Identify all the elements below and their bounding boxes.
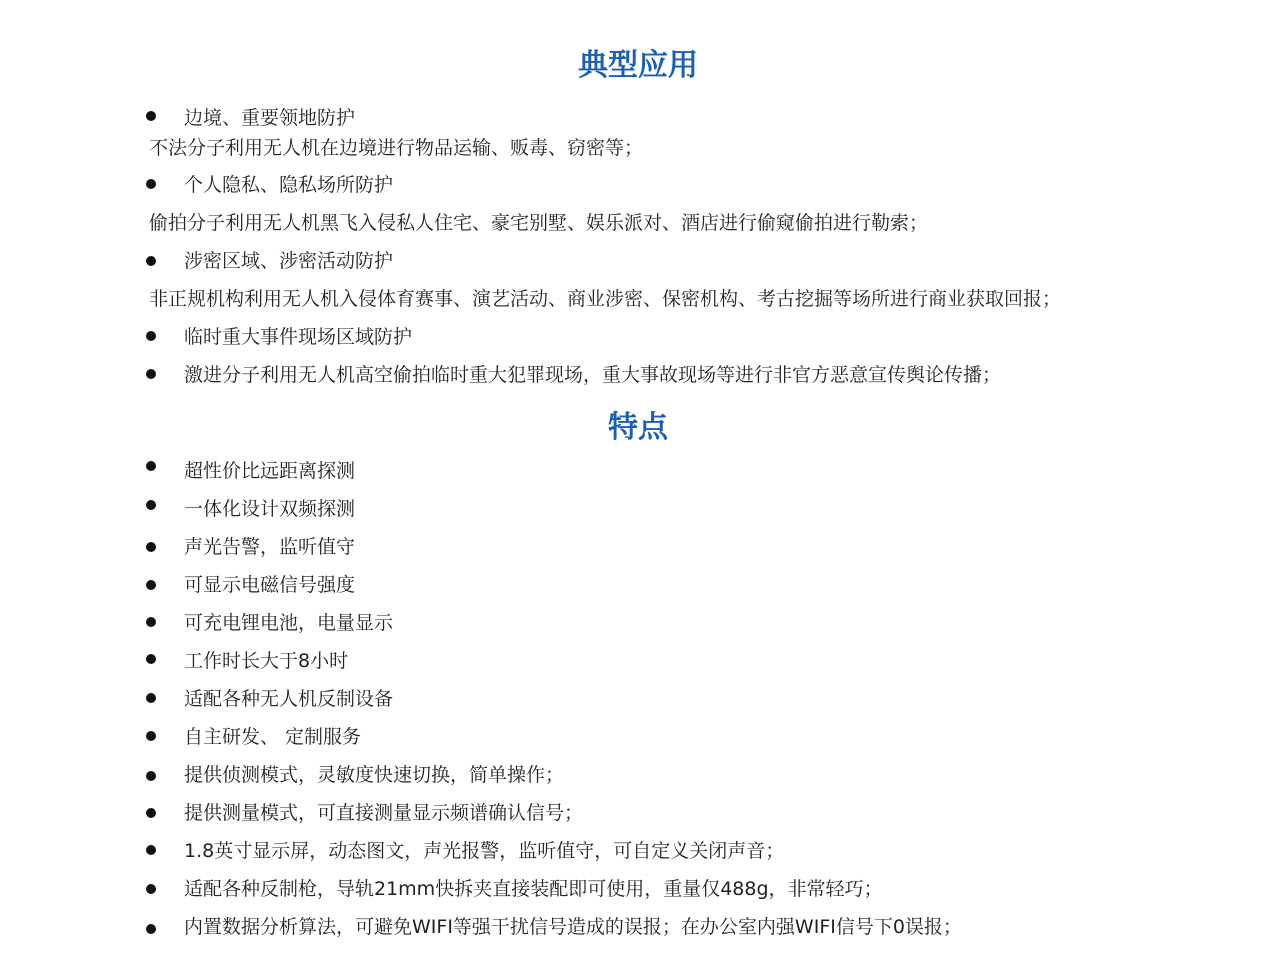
- bullet-dot: [146, 731, 156, 741]
- applications-heading: 典型应用: [578, 48, 698, 83]
- feature-item: 内置数据分析算法，可避免WIFI等强干扰信号造成的误报；在办公室内强WIFI信号下0误报；: [184, 916, 962, 938]
- feature-item: 工作时长大于8小时: [184, 650, 349, 672]
- application-title-4: 临时重大事件现场区域防护: [184, 326, 413, 348]
- bullet-dot: [146, 500, 156, 510]
- bullet-dot: [146, 924, 156, 934]
- feature-item: 一体化设计双频探测: [184, 498, 356, 520]
- application-title-3: 涉密区域、涉密活动防护: [184, 250, 394, 272]
- bullet-dot: [146, 256, 156, 266]
- bullet-dot: [146, 771, 156, 781]
- feature-item: 可显示电磁信号强度: [184, 574, 356, 596]
- feature-item: 超性价比远距离探测: [184, 460, 356, 482]
- application-desc-2: 偷拍分子利用无人机黑飞入侵私人住宅、豪宅别墅、娱乐派对、酒店进行偷窥偷拍进行勒索；: [149, 212, 929, 234]
- bullet-dot: [146, 693, 156, 703]
- bullet-dot: [146, 111, 156, 121]
- application-desc-3: 非正规机构利用无人机入侵体育赛事、演艺活动、商业涉密、保密机构、考古挖掘等场所进行商业获取回报；: [149, 288, 1062, 310]
- bullet-dot: [146, 179, 156, 189]
- feature-item: 提供侦测模式，灵敏度快速切换，简单操作；: [184, 764, 565, 786]
- bullet-dot: [146, 369, 156, 379]
- feature-item: 自主研发、 定制服务: [184, 726, 362, 748]
- bullet-dot: [146, 884, 156, 894]
- application-title-5: 激进分子利用无人机高空偷拍临时重大犯罪现场，重大事故现场等进行非官方恶意宣传舆论传播；: [184, 364, 1002, 386]
- bullet-dot: [146, 461, 156, 471]
- application-desc-1: 不法分子利用无人机在边境进行物品运输、贩毒、窃密等；: [149, 137, 644, 159]
- bullet-dot: [146, 542, 156, 552]
- bullet-dot: [146, 331, 156, 341]
- feature-item: 适配各种无人机反制设备: [184, 688, 394, 710]
- feature-item: 提供测量模式，可直接测量显示频谱确认信号；: [184, 802, 584, 824]
- application-title-2: 个人隐私、隐私场所防护: [184, 174, 394, 196]
- application-title-1: 边境、重要领地防护: [184, 107, 356, 129]
- feature-item: 1.8英寸显示屏，动态图文，声光报警，监听值守，可自定义关闭声音；: [184, 840, 785, 862]
- bullet-dot: [146, 617, 156, 627]
- features-heading: 特点: [608, 410, 668, 445]
- bullet-dot: [146, 808, 156, 818]
- feature-item: 声光告警，监听值守: [184, 536, 356, 558]
- bullet-dot: [146, 845, 156, 855]
- feature-item: 可充电锂电池，电量显示: [184, 612, 394, 634]
- feature-item: 适配各种反制枪，导轨21mm快拆夹直接装配即可使用，重量仅488g，非常轻巧；: [184, 878, 883, 900]
- bullet-dot: [146, 654, 156, 664]
- bullet-dot: [146, 580, 156, 590]
